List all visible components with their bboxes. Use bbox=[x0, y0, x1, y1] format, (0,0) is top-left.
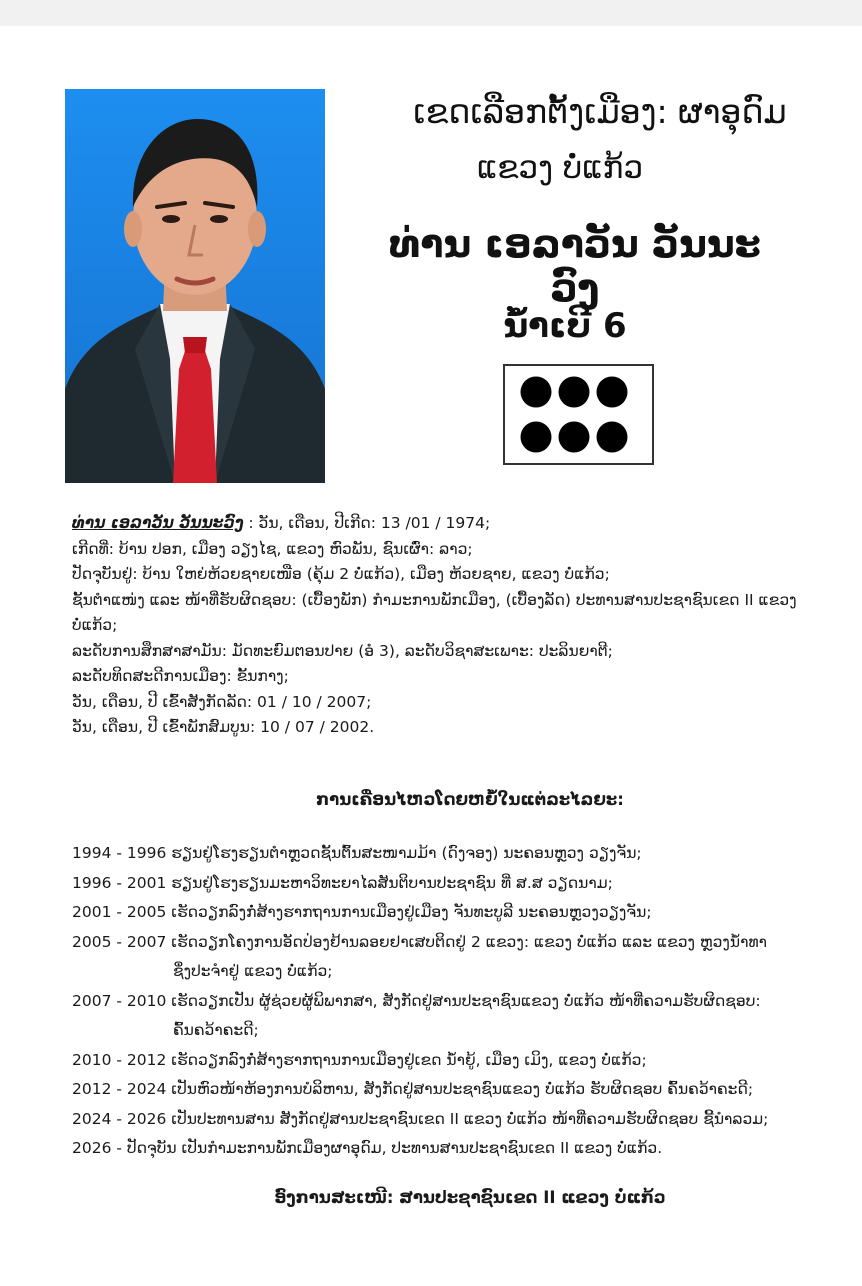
history-years: 2024 - 2026 bbox=[72, 1109, 167, 1128]
history-item bbox=[72, 869, 822, 899]
history-item bbox=[72, 1105, 822, 1135]
biography bbox=[72, 511, 807, 741]
history-years: 2005 - 2007 bbox=[72, 932, 167, 951]
bio-line: ວັນ, ເດືອນ, ປີ ເຂົ້າສັງກັດລັດ: 01 / 10 / 2007; bbox=[72, 692, 372, 711]
bio-line: ວັນ, ເດືອນ, ປີ ເຂົ້າພັກສົມບູນ: 10 / 07 / 2002. bbox=[72, 718, 375, 736]
ballot-dot bbox=[597, 422, 628, 453]
history-item bbox=[72, 987, 822, 1017]
history-text: ເຮັດວຽກລົງກໍ່ສ້າງຮາກຖານການເມືອງຢູ່ເມືອງ ຈັນທະບູລີ ນະຄອນຫຼວງວຽງຈັນ; bbox=[166, 903, 652, 921]
bio-birth-date: : ວັນ, ເດືອນ, ປີເກີດ: 13 /01 / 1974; bbox=[243, 514, 491, 532]
history-years: 2012 - 2024 bbox=[72, 1080, 167, 1098]
history-years: 2001 - 2005 bbox=[72, 903, 167, 921]
bio-line: ເກີດທີ່: ບ້ານ ປອກ, ເມືອງ ວຽງໄຊ, ແຂວງ ຫົວພັນ, ຊົນເຜົ່າ: ລາວ; bbox=[72, 539, 473, 558]
ballot-number-box bbox=[503, 364, 654, 465]
history-text: - ປັດຈຸບັນ ເປັນກຳມະການພັກເມືອງຜາອຸດົມ, ປະທານສານປະຊາຊົນເຂດ II ແຂວງ ບໍ່ແກ້ວ. bbox=[111, 1139, 663, 1157]
history-years: 1996 - 2001 bbox=[72, 873, 167, 892]
career-history bbox=[72, 839, 822, 1164]
history-years: 2026 bbox=[72, 1139, 112, 1157]
candidate-number: ນໍ້າເບີ 6 bbox=[503, 306, 627, 346]
history-text: ເປັນປະທານສານ ສັງກັດຢູ່ສານປະຊາຊົນເຂດ II ແຂວງ ບໍ່ແກ້ວ ໜ້າທີ່ຄວາມຮັບຜິດຊອບ ຊີ້ນຳລວມ; bbox=[166, 1109, 769, 1128]
ballot-dots bbox=[505, 366, 656, 467]
top-bar bbox=[0, 0, 862, 26]
history-years: 2010 - 2012 bbox=[72, 1050, 167, 1069]
history-text: ເຮັດວຽກເປັນ ຜູ້ຊ່ວຍຜູ້ພິພາກສາ, ສັງກັດຢູ່ສານປະຊາຊົນແຂວງ ບໍ່ແກ້ວ ໜ້າທີ່ຄວາມຮັບຜິດຊອບ: bbox=[166, 991, 761, 1010]
ballot-dot bbox=[559, 422, 590, 453]
history-item bbox=[72, 1134, 822, 1164]
history-item bbox=[72, 839, 822, 869]
history-years: 2007 - 2010 bbox=[72, 991, 167, 1010]
bio-line: ລະດັບທິດສະດີການເມືອງ: ຂັ້ນກາງ; bbox=[72, 667, 289, 685]
history-continuation: ຊຶ່ງປະຈຳຢູ່ ແຂວງ ບໍ່ແກ້ວ; bbox=[173, 962, 333, 980]
ballot-dot bbox=[521, 422, 552, 453]
history-text: ຮຽນຢູ່ໂຮງຮຽນຕຳຫຼວດຊັ້ນຕົ້ນສະໜາມມ້າ (ດົງຈອງ) ນະຄອນຫຼວງ ວຽງຈັນ; bbox=[166, 844, 642, 862]
history-item bbox=[72, 898, 822, 928]
ballot-dot bbox=[559, 377, 590, 408]
bio-line: ຊັ້ນຕຳແໜ່ງ ແລະ ໜ້າທີ່ຮັບຜິດຊອບ: (ເບື້ອງພັກ) ກຳມະການພັກເມືອງ, (ເບື້ອງລັດ) ປະທານສານປະຊາຊົນເຂດ II ແຂວງ ບໍ່ແກ້ວ; bbox=[72, 590, 797, 634]
history-text: ເຮັດວຽກໂຄງການອັດປ່ອງຢ້ານລອຍຢາເສບຕິດຢູ່ 2 ແຂວງ: ແຂວງ ບໍ່ແກ້ວ ແລະ ແຂວງ ຫຼວງນໍ້າທາ bbox=[166, 932, 767, 951]
history-years: 1994 - 1996 bbox=[72, 844, 167, 862]
history-continuation: ຄົ້ນຄວ້າຄະດີ; bbox=[173, 1021, 259, 1039]
history-text: ຮຽນຢູ່ໂຮງຮຽນມະຫາວິທະຍາໄລສັນຕິບານປະຊາຊົນ ທີ່ ສ.ສ ວຽດນາມ; bbox=[166, 873, 613, 892]
candidate-name: ທ່ານ ເອລາວັນ ວັນນະວົງ bbox=[389, 222, 761, 310]
history-text: ເປັນຫົວໜ້າຫ້ອງການບໍລິຫານ, ສັງກັດຢູ່ສານປະຊາຊົນແຂວງ ບໍ່ແກ້ວ ຮັບຜິດຊອບ ຄົ້ນຄວ້າຄະດີ; bbox=[166, 1080, 754, 1098]
bio-line-birth bbox=[72, 511, 807, 537]
candidate-photo bbox=[65, 89, 325, 483]
ballot-dot bbox=[597, 377, 628, 408]
history-title: ການເຄື່ອນໄຫວໂດຍຫຍໍ້ໃນແຕ່ລະໄລຍະ: bbox=[316, 790, 624, 809]
province-heading: ແຂວງ ບໍ່ແກ້ວ bbox=[476, 150, 644, 186]
constituency-heading: ເຂດເລືອກຕັ້ງເມືອງ: ຜາອຸດົມ bbox=[413, 92, 787, 131]
history-item bbox=[72, 1075, 822, 1105]
bio-line: ລະດັບການສຶກສາສາມັນ: ມັດທະຍົມຕອນປາຍ (ອໍ 3), ລະດັບວິຊາສະເພາະ: ປະລິນຍາຕີ; bbox=[72, 641, 613, 660]
bio-name: ທ່ານ ເອລາວັນ ວັນນະວົງ bbox=[72, 514, 244, 532]
bio-line: ປັດຈຸບັນຢູ່: ບ້ານ ໃຫຍ່ຫ້ວຍຊາຍເໜືອ (ຄຸ້ມ 2 ບໍ່ແກ້ວ), ເມືອງ ຫ້ວຍຊາຍ, ແຂວງ ບໍ່ແກ້ວ; bbox=[72, 565, 610, 583]
history-text: ເຮັດວຽກລົງກໍ່ສ້າງຮາກຖານການເມືອງຢູ່ເຂດ ນໍ້າຍູ້, ເມືອງ ເມິງ, ແຂວງ ບໍ່ແກ້ວ; bbox=[166, 1050, 647, 1069]
history-item bbox=[72, 928, 822, 958]
proposer-footer: ອົງການສະເໜີ: ສານປະຊາຊົນເຂດ II ແຂວງ ບໍ່ແກ້ວ bbox=[274, 1188, 666, 1207]
history-item bbox=[72, 1046, 822, 1076]
ballot-dot bbox=[521, 377, 552, 408]
